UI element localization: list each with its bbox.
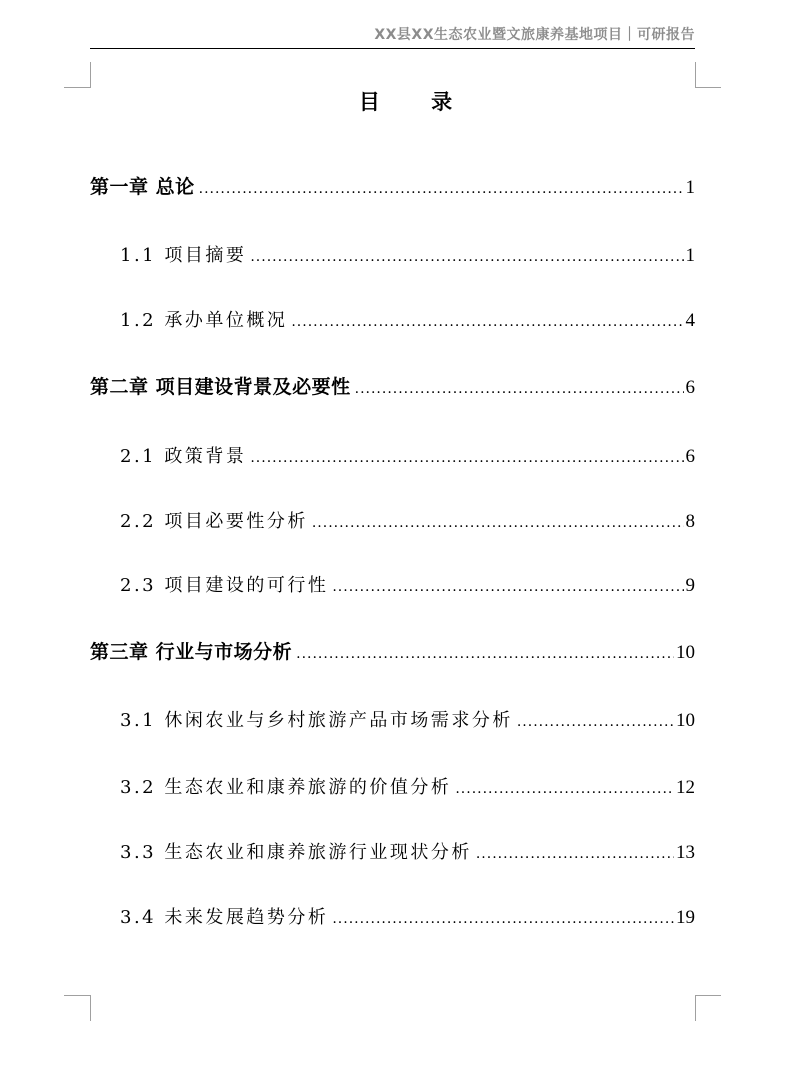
toc-leader-dots	[312, 515, 684, 531]
toc-leader-dots	[199, 181, 684, 197]
toc-entry[interactable]	[120, 507, 695, 537]
running-header: XX县XX生态农业暨文旅康养基地项目｜可研报告	[90, 22, 695, 49]
toc-entry-label: 1.1 项目摘要	[120, 245, 247, 266]
toc-entry-label: 3.2 生态农业和康养旅游的价值分析	[120, 777, 452, 798]
toc-leader-dots	[332, 579, 683, 595]
toc-entry-label: 第三章 行业与市场分析	[90, 641, 293, 663]
toc-entry[interactable]	[120, 706, 695, 736]
toc-entry[interactable]	[120, 442, 695, 472]
toc-leader-dots	[250, 450, 683, 466]
toc-entry-label: 1.2 承办单位概况	[120, 310, 288, 331]
toc-entry-page: 19	[676, 907, 695, 928]
crop-mark-bottom-right-horizontal	[695, 995, 721, 996]
toc-entry-page: 13	[676, 842, 695, 863]
toc-entry[interactable]	[90, 172, 695, 202]
toc-leader-dots	[355, 381, 684, 397]
toc-entry-label: 第一章 总论	[90, 176, 195, 198]
toc-entry-page: 1	[685, 245, 695, 266]
toc-leader-dots	[296, 646, 674, 662]
toc-entry[interactable]	[120, 571, 695, 601]
toc-entry[interactable]	[90, 637, 695, 667]
toc-entry[interactable]	[120, 838, 695, 868]
toc-leader-dots	[476, 846, 674, 862]
toc-entry-page: 12	[676, 777, 695, 798]
toc-entry-page: 6	[685, 377, 695, 398]
crop-mark-bottom-left-vertical	[90, 995, 91, 1021]
toc-leader-dots	[250, 249, 683, 265]
toc-entry[interactable]	[120, 241, 695, 271]
toc-leader-dots	[455, 781, 674, 797]
crop-mark-bottom-right-vertical	[695, 995, 696, 1021]
toc-entry[interactable]	[90, 372, 695, 402]
crop-mark-bottom-left-horizontal	[64, 995, 90, 996]
toc-entry-label: 2.2 项目必要性分析	[120, 511, 308, 532]
toc-entry-page: 10	[676, 710, 695, 731]
page-title: 目 录	[358, 90, 475, 114]
toc-entry[interactable]	[120, 773, 695, 803]
toc-entry[interactable]	[120, 306, 695, 336]
toc-leader-dots	[332, 911, 674, 927]
crop-mark-top-right-vertical	[695, 62, 696, 88]
toc-entry-label: 3.4 未来发展趋势分析	[120, 907, 329, 928]
toc-entry-page: 1	[685, 177, 695, 198]
toc-entry-label: 3.3 生态农业和康养旅游行业现状分析	[120, 842, 472, 863]
toc-entry-label: 3.1 休闲农业与乡村旅游产品市场需求分析	[120, 710, 513, 731]
toc-entry[interactable]	[120, 903, 695, 933]
crop-mark-top-left-vertical	[90, 62, 91, 88]
toc-leader-dots	[517, 714, 674, 730]
toc-entry-page: 10	[676, 642, 695, 663]
toc-entry-page: 8	[685, 511, 695, 532]
toc-entry-page: 9	[685, 575, 695, 596]
toc-entry-page: 4	[685, 310, 695, 331]
toc-entry-label: 2.1 政策背景	[120, 446, 247, 467]
toc-entry-page: 6	[685, 446, 695, 467]
toc-entry-label: 第二章 项目建设背景及必要性	[90, 376, 351, 398]
toc-leader-dots	[291, 314, 683, 330]
toc-entry-label: 2.3 项目建设的可行性	[120, 575, 329, 596]
